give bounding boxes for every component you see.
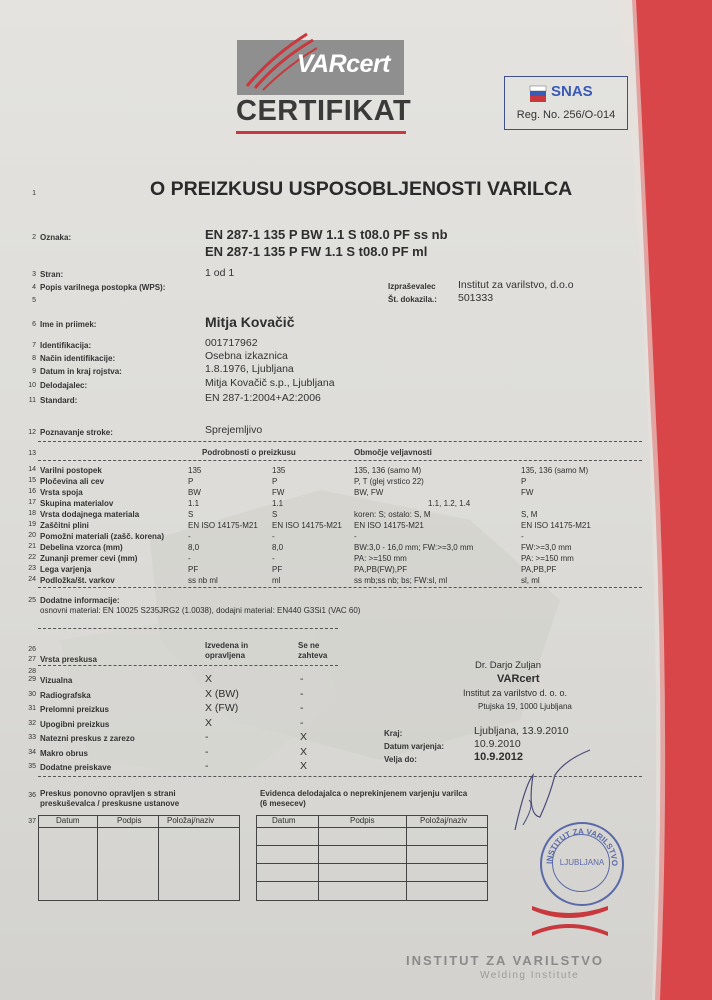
table-cell: 135 [188, 466, 202, 475]
line-number: 10 [28, 382, 36, 389]
stran-label: Stran: [40, 270, 64, 279]
standard-value: EN 287-1:2004+A2:2006 [205, 392, 321, 404]
table-cell: BW [188, 488, 201, 497]
line-number: 4 [32, 284, 36, 291]
table-cell: EN ISO 14175-M21 [521, 521, 591, 530]
line-number: 36 [28, 792, 36, 799]
line-number: 1 [32, 190, 36, 197]
col-signature: Podpis [350, 816, 375, 825]
birth-label: Datum in kraj rojstva: [40, 367, 122, 376]
name-label: Ime in priimek: [40, 320, 97, 329]
line-number: 34 [28, 748, 36, 756]
certificate-word: CERTIFIKAT [236, 95, 412, 127]
logo-brand: VARcert [296, 50, 390, 78]
proof-value: 501333 [458, 292, 494, 304]
row-label: Pločevina ali cev [40, 477, 105, 486]
line-number: 33 [28, 734, 36, 741]
ident-label: Identifikacija: [40, 341, 92, 350]
table-cell: BW:3,0 - 16,0 mm; FW:>=3,0 mm [354, 543, 474, 552]
line-number: 20 [28, 532, 36, 539]
table-cell: FW [521, 488, 534, 497]
test-label: Natezni preskus z zarezo [40, 734, 135, 743]
table-rule [158, 815, 159, 900]
table-cell: FW:>=3,0 mm [521, 543, 572, 552]
welding-date-value: 10.9.2010 [474, 738, 521, 750]
ident-method-value: Osebna izkaznica [205, 350, 288, 362]
line-number: 7 [32, 342, 36, 349]
table-cell: EN ISO 14175-M21 [354, 521, 424, 530]
additional-info-label: Dodatne informacije: [40, 596, 120, 605]
test-mark: X (BW) [205, 687, 239, 700]
birth-value: 1.8.1976, Ljubljana [205, 363, 294, 375]
welding-date-label: Datum varjenja: [384, 742, 445, 751]
test-mark: - [205, 745, 209, 758]
stamp-city: LJUBLJANA [559, 858, 605, 867]
designation-2: EN 287-1 135 P FW 1.1 S t08.0 PF ml [205, 244, 428, 259]
test-mark: - [205, 760, 209, 772]
designation-1: EN 287-1 135 P BW 1.1 S t08.0 PF ss nb [205, 227, 448, 242]
line-number: 32 [28, 719, 36, 727]
test-label: Makro obrus [40, 748, 89, 758]
standard-label: Standard: [40, 396, 78, 405]
table-cell: - [272, 532, 275, 541]
knowledge-value: Sprejemljivo [205, 424, 263, 436]
employer-value: Mitja Kovačič s.p., Ljubljana [205, 377, 335, 389]
line-number: 31 [28, 705, 36, 712]
table-rule [256, 863, 487, 864]
table-cell: P [521, 477, 527, 486]
divider [38, 460, 642, 461]
snas-box [504, 76, 628, 130]
col-date: Datum [56, 816, 80, 825]
table-cell: S [188, 510, 194, 519]
table-cell: ss mb;ss nb; bs; FW:sl, ml [354, 576, 448, 585]
test-mark: - [300, 702, 304, 714]
stran-value: 1 od 1 [205, 267, 235, 279]
table-rule [256, 881, 487, 882]
table-rule [406, 815, 407, 900]
line-number: 13 [28, 450, 36, 457]
table-cell: 8,0 [272, 543, 284, 552]
test-label: Prelomni preizkus [40, 705, 109, 714]
stamp-text: INSTITUT ZA VARILSTVO [544, 826, 620, 867]
snas-shield-icon [529, 85, 547, 103]
col-date: Datum [272, 816, 296, 825]
valid-until-value: 10.9.2012 [474, 751, 523, 763]
divider [38, 441, 642, 442]
row-label: Vrsta spoja [40, 488, 83, 497]
table-cell: P [272, 477, 278, 486]
details-header: Podrobnosti o preizkusu [202, 448, 296, 457]
table-cell: 135 [272, 466, 286, 475]
validity-header: Območje veljavnosti [354, 448, 432, 457]
line-number: 21 [28, 543, 36, 550]
test-mark: X [205, 716, 213, 729]
line-number: 30 [28, 690, 36, 698]
row-label: Podložka/št. varkov [40, 576, 115, 585]
col-position: Položaj/naziv [167, 816, 215, 825]
table-cell: 8,0 [188, 543, 200, 552]
table-cell: 135, 136 (samo M) [521, 466, 589, 475]
performed-header: Izvedena in opravljena [205, 641, 249, 660]
table-cell: sl, ml [521, 576, 540, 585]
test-mark: - [205, 731, 209, 743]
table-cell: P, T (glej vrstico 22) [354, 477, 424, 486]
table-rule [256, 845, 487, 846]
issuer-address: Ptujska 19, 1000 Ljubljana [478, 702, 572, 711]
test-mark: - [300, 716, 304, 729]
knowledge-label: Poznavanje stroke: [40, 428, 113, 437]
table-cell: - [188, 532, 191, 541]
test-mark: - [300, 687, 304, 700]
line-number: 25 [28, 597, 36, 604]
table-cell: FW [272, 488, 285, 497]
issuer-institute: Institut za varilstvo d. o. o. [463, 688, 568, 698]
table-cell: P [188, 477, 194, 486]
varcert-logo [237, 40, 404, 95]
line-number: 3 [32, 271, 36, 278]
test-mark: X (FW) [205, 702, 239, 714]
table-cell: - [521, 532, 524, 541]
divider [38, 628, 338, 629]
table-cell: S, M [521, 510, 538, 519]
retest-title: Preskus ponovno opravljen s strani preskuševalca / preskusne ustanove [40, 789, 180, 808]
row-label: Lega varjenja [40, 565, 92, 574]
table-cell: - [354, 532, 357, 541]
snas-logo: SNAS [551, 83, 593, 100]
line-number: 16 [28, 488, 36, 495]
table-cell: PA,PB(FW),PF [354, 565, 408, 574]
line-number: 5 [32, 297, 36, 304]
institute-logo-icon [528, 900, 612, 940]
col-position: Položaj/naziv [420, 816, 468, 825]
welder-name: Mitja Kovačič [205, 314, 295, 330]
reg-number: Reg. No. 256/O-014 [516, 109, 616, 121]
line-number: 15 [28, 477, 36, 484]
line-number: 18 [28, 510, 36, 517]
row-label: Varilni postopek [40, 466, 102, 475]
test-type-header: Vrsta preskusa [40, 655, 97, 664]
table-cell: - [188, 554, 191, 563]
test-label: Dodatne preiskave [40, 763, 112, 772]
line-number: 17 [28, 499, 36, 506]
line-number: 2 [32, 234, 36, 241]
line-number: 14 [28, 466, 36, 473]
row-label: Zunanji premer cevi (mm) [40, 554, 138, 563]
line-number: 19 [28, 521, 36, 528]
table-rule [318, 815, 319, 900]
line-number: 27 [28, 656, 36, 663]
row-label: Vrsta dodajnega materiala [40, 510, 140, 519]
page-title: O PREIZKUSU USPOSOBLJENOSTI VARILCA [150, 178, 573, 200]
table-rule [97, 815, 98, 900]
valid-until-label: Velja do: [384, 755, 417, 764]
oznaka-label: Oznaka: [40, 233, 72, 242]
table-cell: PA: >=150 mm [521, 554, 574, 563]
issuer-name: Dr. Darjo Zuljan [475, 660, 541, 671]
employer-label: Delodajalec: [40, 381, 88, 390]
test-label: Vizualna [40, 676, 73, 685]
official-stamp [540, 822, 624, 906]
table-rule [256, 827, 487, 828]
line-number: 37 [28, 818, 36, 825]
place-value: Ljubljana, 13.9.2010 [474, 725, 569, 737]
table-cell: 135, 136 (samo M) [354, 466, 422, 475]
divider [38, 587, 642, 588]
test-label: Radiografska [40, 690, 91, 700]
line-number: 23 [28, 565, 36, 572]
test-label: Upogibni preizkus [40, 719, 110, 729]
line-number: 35 [28, 763, 36, 770]
examiner-value: Institut za varilstvo, d.o.o [458, 279, 574, 291]
col-signature: Podpis [117, 816, 142, 825]
footer-brand: INSTITUT ZA VARILSTVO [406, 953, 604, 968]
line-number: 9 [32, 368, 36, 375]
ident-value: 001717962 [205, 337, 258, 349]
additional-info-text: osnovni material: EN 10025 S235JRG2 (1.0038), dodajni material: EN440 G3Si1 (VAC 60) [40, 606, 361, 615]
row-label: Pomožni materiali (zašč. korena) [40, 532, 165, 541]
footer-subtitle: Welding Institute [480, 970, 580, 981]
table-cell: 1.1 [272, 499, 284, 508]
ident-method-label: Način identifikacije: [40, 354, 116, 363]
line-number: 6 [32, 321, 36, 328]
table-cell: ml [272, 576, 281, 585]
table-cell: PF [188, 565, 199, 574]
test-mark: X [300, 760, 308, 772]
line-number: 22 [28, 554, 36, 561]
table-cell: PA,PB,PF [521, 565, 557, 574]
table-cell: PF [272, 565, 283, 574]
table-cell: S [272, 510, 278, 519]
examiner-label: Izpraševalec [388, 282, 436, 291]
table-cell: ss nb ml [188, 576, 218, 585]
issuer-org: VARcert [497, 673, 540, 685]
table-rule [38, 827, 239, 828]
line-number: 24 [28, 576, 36, 583]
proof-label: Št. dokazila.: [388, 295, 437, 304]
table-cell: BW, FW [354, 488, 384, 497]
table-cell: EN ISO 14175-M21 [272, 521, 342, 530]
table-cell: PA: >=150 mm [354, 554, 407, 563]
row-label: Debelina vzorca (mm) [40, 543, 123, 552]
employer-record-title: Evidenca delodajalca o neprekinjenem varjenju varilca (6 mesecev) [260, 789, 468, 808]
test-mark: X [300, 745, 308, 758]
not-required-header: Se ne zahteva [298, 641, 328, 660]
test-mark: X [205, 673, 213, 685]
table-cell: koren: S; ostalo: S, M [354, 510, 431, 519]
row-label: Skupina materialov [40, 499, 114, 508]
wps-label: Popis varilnega postopka (WPS): [40, 283, 166, 292]
table-cell: 1.1 [188, 499, 200, 508]
place-label: Kraj: [384, 729, 403, 738]
line-number: 12 [28, 429, 36, 436]
table-cell: 1.1, 1.2, 1.4 [428, 499, 471, 508]
table-cell: - [272, 554, 275, 563]
table-cell: EN ISO 14175-M21 [188, 521, 258, 530]
line-number: 11 [28, 397, 36, 404]
line-number: 28 [28, 668, 36, 675]
line-number: 8 [32, 355, 36, 362]
line-number: 26 [28, 646, 36, 653]
row-label: Zaščitni plini [40, 521, 89, 530]
logo-underline [236, 131, 406, 134]
divider [38, 665, 338, 666]
line-number: 29 [28, 676, 36, 683]
test-mark: - [300, 673, 304, 685]
test-mark: X [300, 731, 308, 743]
